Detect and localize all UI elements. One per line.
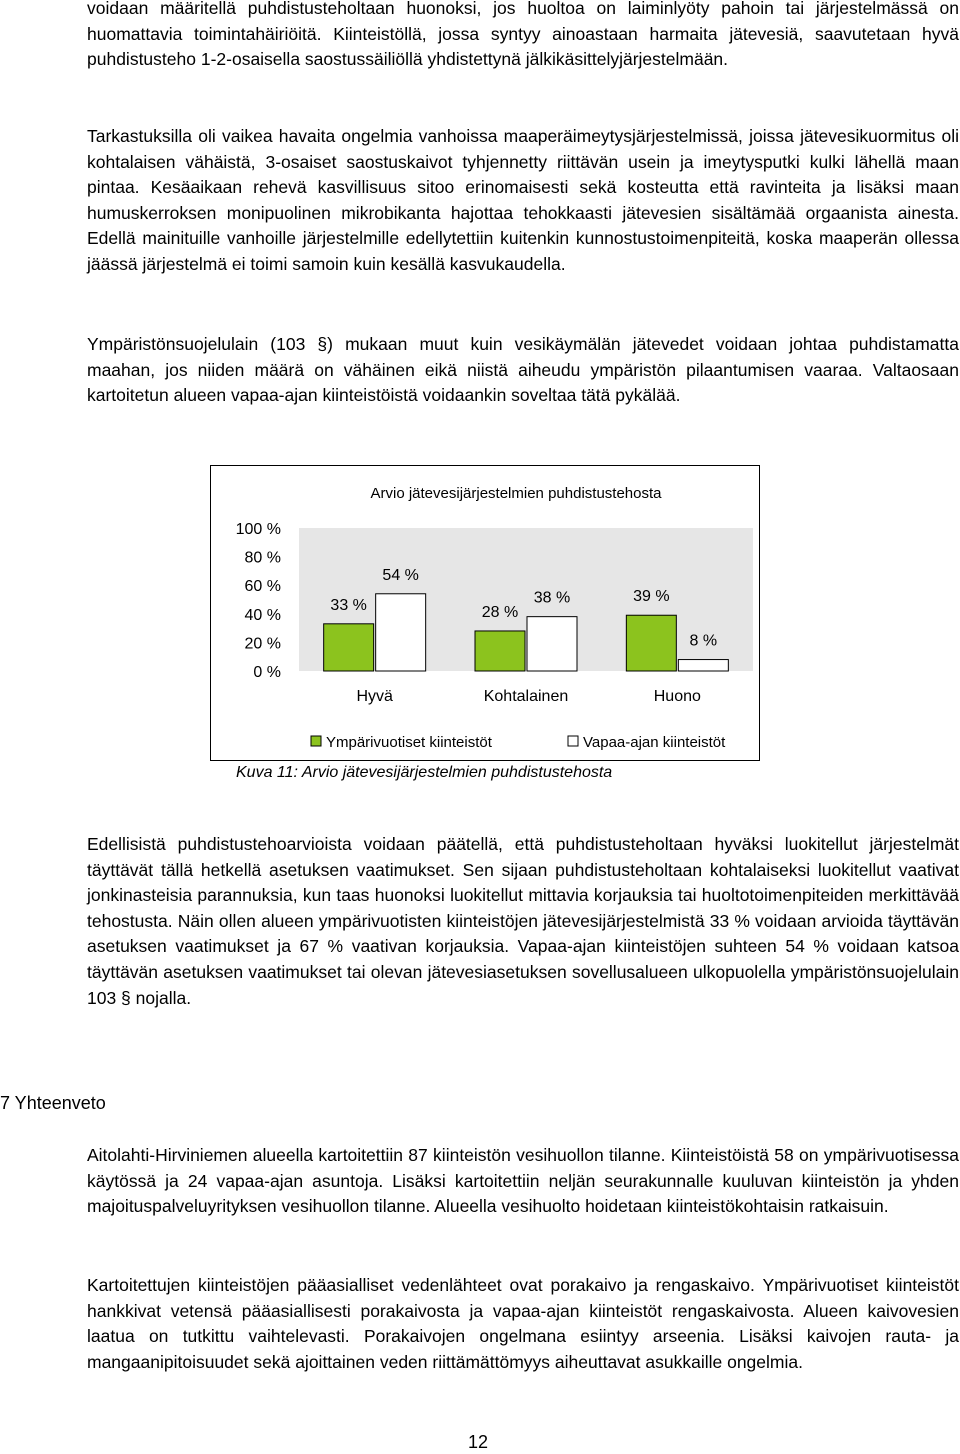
legend-label: Vapaa-ajan kiinteistöt	[583, 734, 726, 751]
bar-year-round-0	[324, 624, 374, 671]
chart-legend	[311, 734, 726, 751]
y-tick-label: 40 %	[244, 606, 281, 624]
data-label: 33 %	[330, 596, 367, 614]
bar-vacation-1	[527, 617, 577, 671]
chart-frame	[210, 465, 760, 761]
y-tick-label: 60 %	[244, 578, 281, 596]
bar-vacation-2	[678, 660, 728, 671]
chart-title: Arvio jätevesijärjestelmien puhdistustehosta	[370, 485, 662, 502]
summary-paragraph-2: Kartoitettujen kiinteistöjen pääasialliset vedenlähteet ovat porakaivo ja rengaskaivo. Ympärivuotiset kiinteistöt hankkivat vetensä pääasiallisesti porakaivosta ja vapaa-ajan kiinteistöt rengaskaivosta. Alueen kaivovesien laatua on tutkittu vaihtelevasti. Porakaivojen ongelmana esiintyy arseenia. Lisäksi kaivojen rauta- ja mangaanipitoisuudet sekä ajoittainen veden riittämättömyys aiheuttavat asukkaille ongelmia.	[87, 1275, 959, 1372]
intro-paragraph: voidaan määritellä puhdistusteholtaan huonoksi, jos huoltoa on laiminlyöty pahoin tai järjestelmässä on huomattavia toimintahäiriöitä. Kiinteistöllä, jossa syntyy ainoastaan harmaita jätevesiä, saavutetaan hyvä puhdistusteho 1-2-osaisella saostussäiliöllä yhdistettynä jälkikäsittelyjärjestelmään.	[87, 0, 959, 70]
inspection-paragraph: Tarkastuksilla oli vaikea havaita ongelmia vanhoissa maaperäimeytysjärjestelmissä, joissa jätevesikuormitus oli kohtalaisen vähäistä, 3-osaiset saostuskaivot tyhjennetty riittävän usein ja imeytysputki kulki lähellä maan pintaa. Kesäaikaan rehevä kasvillisuus sitoo erinomaisesti sekä kosteutta että ravinteita ja lisäksi maan humuskerroksen monipuolinen mikrobikanta hajottaa tehokkaasti jätevesien sisältämää orgaanista ainesta. Edellä mainituille vanhoille järjestelmille edellytettiin kuitenkin kunnostustoimenpiteitä, koska maaperän ollessa jäässä järjestelmä ei toimi samoin kuin kesällä kasvukaudella.	[87, 126, 959, 274]
x-axis	[356, 688, 701, 705]
data-label: 38 %	[533, 589, 571, 607]
bar-year-round-1	[475, 631, 525, 671]
y-tick-label: 80 %	[244, 549, 281, 567]
page-number: 12	[468, 1432, 489, 1452]
summary-paragraph-1: Aitolahti-Hirviniemen alueella kartoitettiin 87 kiinteistön vesihuollon tilanne. Kiinteistöistä 58 on ympärivuotisessa käytössä ja 24 vapaa-ajan asuntoja. Lisäksi kartoitettiin neljän seurakunnalle kuuluvan kiinteistön ja yhden majoituspalveluyrityksen vesihuollon tilanne. Alueella vesihuolto hoidetaan kiinteistökohtaisin ratkaisuin.	[87, 1145, 959, 1217]
legend-swatch	[311, 736, 321, 746]
legend-swatch	[568, 736, 578, 746]
y-tick-label: 0 %	[253, 664, 281, 681]
category-label: Kohtalainen	[483, 688, 569, 705]
data-label: 8 %	[689, 632, 718, 650]
bar-vacation-0	[376, 594, 426, 671]
section-heading: 7 Yhteenveto	[0, 1093, 106, 1113]
figure-caption: Kuva 11: Arvio jätevesijärjestelmien puhdistustehosta	[236, 764, 613, 781]
data-label: 28 %	[481, 603, 519, 621]
conclusion-paragraph: Edellisistä puhdistustehoarvioista voidaan päätellä, että puhdistusteholtaan hyväksi luokitellut järjestelmät täyttävät tällä hetkellä asetuksen vaatimukset. Sen sijaan puhdistusteholtaan kohtalaiseksi luokitellut vaativat jonkinasteisia parannuksia, kun taas huonoksi luokitellut mittavia korjauksia tai huoltotoimenpiteiden merkittävää tehostusta. Näin ollen alueen ympärivuotisten kiinteistöjen jätevesijärjestelmistä 33 % voidaan arvioida täyttävän asetuksen vaatimukset ja 67 % vaativan korjauksia. Vapaa-ajan kiinteistöjen suhteen 54 % voidaan katsoa täyttävän asetuksen vaatimukset tai olevan jätevesiasetuksen sovellusalueen ulkopuolella ympäristönsuojelulain 103 § nojalla.	[87, 834, 959, 1008]
y-tick-label: 100 %	[235, 521, 281, 538]
category-label: Huono	[653, 688, 701, 705]
legend-label: Ympärivuotiset kiinteistöt	[326, 734, 492, 751]
y-tick-label: 20 %	[244, 635, 281, 653]
category-label: Hyvä	[356, 688, 393, 705]
purification-efficiency-chart	[211, 466, 761, 762]
data-label: 39 %	[633, 588, 670, 606]
y-axis	[236, 521, 281, 681]
bar-year-round-2	[626, 615, 676, 671]
data-label: 54 %	[382, 566, 419, 584]
environmental-law-paragraph: Ympäristönsuojelulain (103 §) mukaan muut kuin vesikäymälän jätevedet voidaan johtaa puhdistamatta maahan, jos niiden määrä on vähäinen eikä niistä aiheudu ympäristön pilaantumisen vaaraa. Valtaosaan kartoitetun alueen vapaa-ajan kiinteistöistä voidaankin soveltaa tätä pykälää.	[87, 334, 959, 406]
